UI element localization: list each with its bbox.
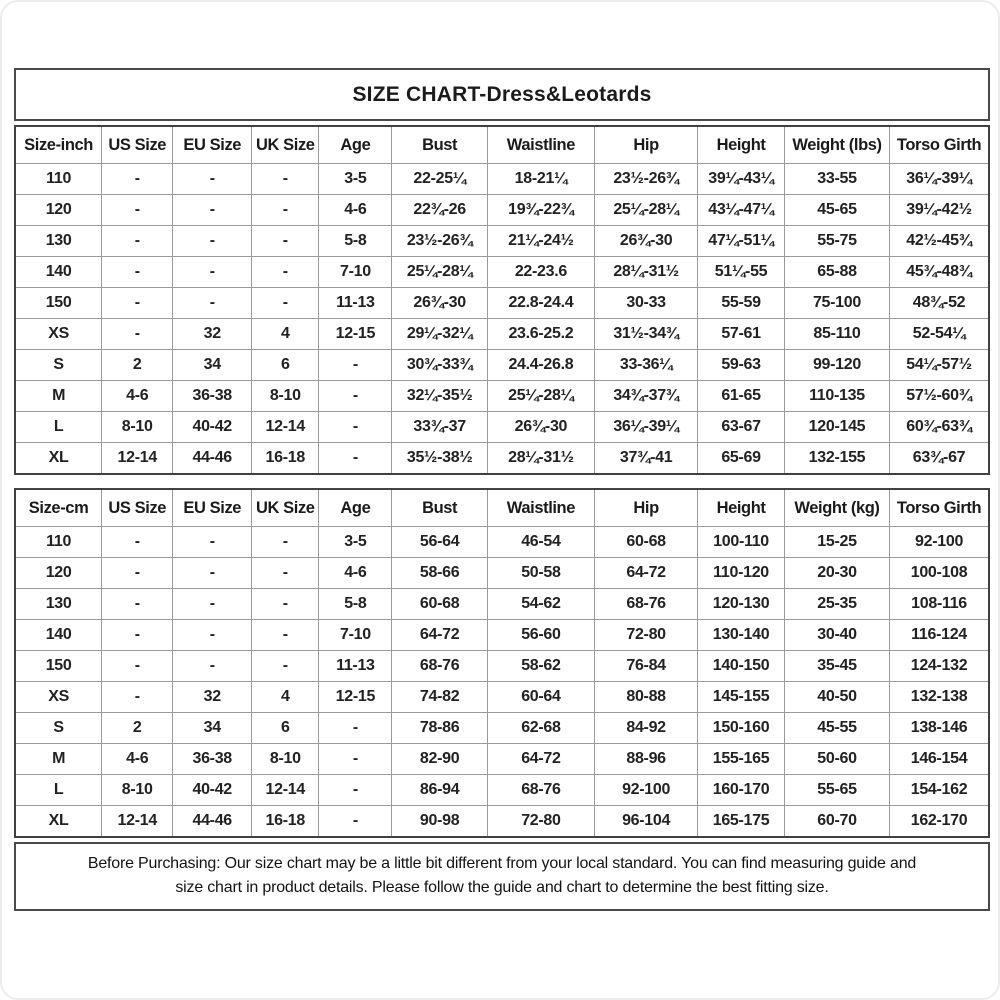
- table-row: [15, 381, 989, 412]
- value-cell: 56-64: [392, 527, 487, 558]
- value-cell: 4-6: [102, 744, 173, 775]
- value-cell: 138-146: [890, 713, 989, 744]
- value-cell: 28¼-31½: [487, 443, 594, 475]
- table-row: [15, 195, 989, 226]
- size-label-cell: XS: [15, 319, 102, 350]
- value-cell: 48¾-52: [890, 288, 989, 319]
- table-row: [15, 527, 989, 558]
- size-label-cell: L: [15, 775, 102, 806]
- value-cell: 57-61: [698, 319, 785, 350]
- value-cell: 25¼-28¼: [594, 195, 697, 226]
- column-header: UK Size: [252, 489, 319, 527]
- column-header: Waistline: [487, 126, 594, 164]
- value-cell: 4-6: [319, 195, 392, 226]
- table-row: [15, 775, 989, 806]
- value-cell: 140-150: [698, 651, 785, 682]
- size-label-cell: 110: [15, 527, 102, 558]
- value-cell: 33-36¼: [594, 350, 697, 381]
- value-cell: 51¼-55: [698, 257, 785, 288]
- value-cell: 30-33: [594, 288, 697, 319]
- value-cell: 80-88: [594, 682, 697, 713]
- value-cell: 132-138: [890, 682, 989, 713]
- value-cell: -: [173, 288, 252, 319]
- value-cell: 86-94: [392, 775, 487, 806]
- column-header: Weight (kg): [784, 489, 889, 527]
- value-cell: 24.4-26.8: [487, 350, 594, 381]
- value-cell: 92-100: [890, 527, 989, 558]
- value-cell: -: [102, 558, 173, 589]
- value-cell: 28¼-31½: [594, 257, 697, 288]
- value-cell: 26¾-30: [487, 412, 594, 443]
- value-cell: -: [319, 713, 392, 744]
- size-label-cell: S: [15, 713, 102, 744]
- value-cell: 37¾-41: [594, 443, 697, 475]
- value-cell: -: [252, 195, 319, 226]
- value-cell: 160-170: [698, 775, 785, 806]
- value-cell: -: [252, 558, 319, 589]
- value-cell: 44-46: [173, 443, 252, 475]
- value-cell: 64-72: [594, 558, 697, 589]
- value-cell: 146-154: [890, 744, 989, 775]
- value-cell: 63¾-67: [890, 443, 989, 475]
- size-label-cell: 150: [15, 651, 102, 682]
- value-cell: 8-10: [102, 775, 173, 806]
- value-cell: -: [102, 226, 173, 257]
- column-header: Torso Girth: [890, 126, 989, 164]
- value-cell: 4-6: [319, 558, 392, 589]
- value-cell: 130-140: [698, 620, 785, 651]
- value-cell: 55-75: [784, 226, 889, 257]
- value-cell: 100-110: [698, 527, 785, 558]
- size-chart-content: [14, 68, 990, 911]
- size-label-cell: XL: [15, 443, 102, 475]
- value-cell: 85-110: [784, 319, 889, 350]
- value-cell: 108-116: [890, 589, 989, 620]
- value-cell: 63-67: [698, 412, 785, 443]
- value-cell: -: [319, 806, 392, 838]
- value-cell: 44-46: [173, 806, 252, 838]
- value-cell: -: [319, 443, 392, 475]
- table-row: [15, 164, 989, 195]
- value-cell: 50-58: [487, 558, 594, 589]
- value-cell: 132-155: [784, 443, 889, 475]
- value-cell: 33¾-37: [392, 412, 487, 443]
- value-cell: 110-135: [784, 381, 889, 412]
- column-header: Height: [698, 126, 785, 164]
- value-cell: 35½-38½: [392, 443, 487, 475]
- size-label-cell: 130: [15, 589, 102, 620]
- chart-title-box: [14, 68, 990, 121]
- value-cell: 23½-26¾: [392, 226, 487, 257]
- value-cell: 20-30: [784, 558, 889, 589]
- value-cell: 12-14: [252, 412, 319, 443]
- purchase-note-line1: Before Purchasing: Our size chart may be a little bit different from your local standard. You can find measuring guide and: [87, 855, 917, 872]
- value-cell: 52-54¼: [890, 319, 989, 350]
- value-cell: 72-80: [594, 620, 697, 651]
- value-cell: 8-10: [252, 744, 319, 775]
- value-cell: 4-6: [102, 381, 173, 412]
- value-cell: 5-8: [319, 226, 392, 257]
- value-cell: 22¾-26: [392, 195, 487, 226]
- value-cell: 7-10: [319, 257, 392, 288]
- purchase-note-line2: size chart in product details. Please follow the guide and chart to determine the best fitting size.: [175, 879, 829, 896]
- value-cell: 29¼-32¼: [392, 319, 487, 350]
- value-cell: -: [252, 226, 319, 257]
- value-cell: 56-60: [487, 620, 594, 651]
- value-cell: 45-55: [784, 713, 889, 744]
- value-cell: 8-10: [252, 381, 319, 412]
- table-row: [15, 350, 989, 381]
- size-label-cell: XL: [15, 806, 102, 838]
- value-cell: -: [173, 558, 252, 589]
- chart-title: SIZE CHART-Dress&Leotards: [352, 82, 652, 106]
- column-header: Bust: [392, 126, 487, 164]
- value-cell: 12-15: [319, 319, 392, 350]
- value-cell: 36¼-39¼: [594, 412, 697, 443]
- column-header: Age: [319, 489, 392, 527]
- value-cell: 150-160: [698, 713, 785, 744]
- value-cell: 22-23.6: [487, 257, 594, 288]
- value-cell: 25¼-28¼: [487, 381, 594, 412]
- value-cell: 62-68: [487, 713, 594, 744]
- value-cell: 25-35: [784, 589, 889, 620]
- value-cell: 68-76: [487, 775, 594, 806]
- column-header: US Size: [102, 489, 173, 527]
- value-cell: 40-50: [784, 682, 889, 713]
- value-cell: 145-155: [698, 682, 785, 713]
- table-row: [15, 412, 989, 443]
- value-cell: 84-92: [594, 713, 697, 744]
- value-cell: 65-88: [784, 257, 889, 288]
- value-cell: -: [173, 257, 252, 288]
- table-row: [15, 288, 989, 319]
- value-cell: 40-42: [173, 412, 252, 443]
- size-label-cell: S: [15, 350, 102, 381]
- value-cell: 68-76: [594, 589, 697, 620]
- value-cell: 34¾-37¾: [594, 381, 697, 412]
- size-label-cell: XS: [15, 682, 102, 713]
- size-label-cell: M: [15, 381, 102, 412]
- value-cell: 23.6-25.2: [487, 319, 594, 350]
- value-cell: 46-54: [487, 527, 594, 558]
- value-cell: 22-25¼: [392, 164, 487, 195]
- value-cell: -: [319, 350, 392, 381]
- value-cell: 116-124: [890, 620, 989, 651]
- value-cell: 54¼-57½: [890, 350, 989, 381]
- value-cell: 30-40: [784, 620, 889, 651]
- column-header: UK Size: [252, 126, 319, 164]
- value-cell: -: [252, 589, 319, 620]
- value-cell: 64-72: [487, 744, 594, 775]
- value-cell: 60-68: [392, 589, 487, 620]
- value-cell: 110-120: [698, 558, 785, 589]
- value-cell: -: [102, 682, 173, 713]
- value-cell: 16-18: [252, 806, 319, 838]
- value-cell: 90-98: [392, 806, 487, 838]
- header-row: [15, 126, 989, 164]
- value-cell: -: [102, 651, 173, 682]
- table-row: [15, 651, 989, 682]
- value-cell: 96-104: [594, 806, 697, 838]
- value-cell: 39¼-42½: [890, 195, 989, 226]
- value-cell: 23½-26¾: [594, 164, 697, 195]
- value-cell: -: [102, 288, 173, 319]
- size-label-cell: L: [15, 412, 102, 443]
- table-row: [15, 558, 989, 589]
- value-cell: -: [173, 195, 252, 226]
- column-header: Torso Girth: [890, 489, 989, 527]
- value-cell: -: [319, 412, 392, 443]
- value-cell: -: [173, 620, 252, 651]
- value-cell: 4: [252, 682, 319, 713]
- value-cell: 99-120: [784, 350, 889, 381]
- value-cell: 40-42: [173, 775, 252, 806]
- value-cell: 76-84: [594, 651, 697, 682]
- value-cell: 12-15: [319, 682, 392, 713]
- value-cell: -: [252, 288, 319, 319]
- table-row: [15, 744, 989, 775]
- table-row: [15, 226, 989, 257]
- value-cell: 92-100: [594, 775, 697, 806]
- value-cell: 16-18: [252, 443, 319, 475]
- value-cell: -: [319, 775, 392, 806]
- value-cell: 75-100: [784, 288, 889, 319]
- size-label-cell: 110: [15, 164, 102, 195]
- value-cell: 59-63: [698, 350, 785, 381]
- value-cell: -: [173, 589, 252, 620]
- value-cell: -: [173, 527, 252, 558]
- value-cell: 18-21¼: [487, 164, 594, 195]
- value-cell: 88-96: [594, 744, 697, 775]
- table-row: [15, 682, 989, 713]
- size-label-cell: 150: [15, 288, 102, 319]
- header-row: [15, 489, 989, 527]
- value-cell: 35-45: [784, 651, 889, 682]
- column-header: EU Size: [173, 489, 252, 527]
- value-cell: 155-165: [698, 744, 785, 775]
- value-cell: 162-170: [890, 806, 989, 838]
- value-cell: 47¼-51¼: [698, 226, 785, 257]
- value-cell: 154-162: [890, 775, 989, 806]
- value-cell: 36-38: [173, 381, 252, 412]
- value-cell: 60-64: [487, 682, 594, 713]
- value-cell: 57½-60¾: [890, 381, 989, 412]
- value-cell: 3-5: [319, 527, 392, 558]
- value-cell: 6: [252, 350, 319, 381]
- table-row: [15, 589, 989, 620]
- value-cell: 45¾-48¾: [890, 257, 989, 288]
- value-cell: 60¾-63¾: [890, 412, 989, 443]
- value-cell: 11-13: [319, 651, 392, 682]
- column-header: Age: [319, 126, 392, 164]
- column-header: Hip: [594, 126, 697, 164]
- value-cell: 26¾-30: [392, 288, 487, 319]
- value-cell: 32: [173, 682, 252, 713]
- value-cell: 7-10: [319, 620, 392, 651]
- value-cell: 58-66: [392, 558, 487, 589]
- value-cell: 120-145: [784, 412, 889, 443]
- value-cell: 45-65: [784, 195, 889, 226]
- size-table-cm: [14, 488, 990, 838]
- size-table-inch: [14, 125, 990, 475]
- value-cell: 43¼-47¼: [698, 195, 785, 226]
- value-cell: 78-86: [392, 713, 487, 744]
- value-cell: -: [173, 226, 252, 257]
- value-cell: 64-72: [392, 620, 487, 651]
- value-cell: -: [102, 195, 173, 226]
- table-row: [15, 319, 989, 350]
- value-cell: 8-10: [102, 412, 173, 443]
- size-label-cell: 120: [15, 195, 102, 226]
- value-cell: 60-70: [784, 806, 889, 838]
- value-cell: -: [102, 589, 173, 620]
- value-cell: 120-130: [698, 589, 785, 620]
- value-cell: 74-82: [392, 682, 487, 713]
- value-cell: 42½-45¾: [890, 226, 989, 257]
- value-cell: 82-90: [392, 744, 487, 775]
- value-cell: -: [252, 620, 319, 651]
- value-cell: 32: [173, 319, 252, 350]
- value-cell: 12-14: [102, 806, 173, 838]
- value-cell: 55-65: [784, 775, 889, 806]
- value-cell: -: [173, 651, 252, 682]
- value-cell: -: [252, 651, 319, 682]
- column-header: US Size: [102, 126, 173, 164]
- value-cell: 11-13: [319, 288, 392, 319]
- value-cell: -: [102, 319, 173, 350]
- value-cell: 12-14: [102, 443, 173, 475]
- table-row: [15, 257, 989, 288]
- value-cell: 32¼-35½: [392, 381, 487, 412]
- value-cell: 6: [252, 713, 319, 744]
- value-cell: 33-55: [784, 164, 889, 195]
- table-row: [15, 620, 989, 651]
- value-cell: 19¾-22¾: [487, 195, 594, 226]
- value-cell: 34: [173, 350, 252, 381]
- value-cell: -: [102, 164, 173, 195]
- value-cell: -: [102, 527, 173, 558]
- value-cell: -: [252, 257, 319, 288]
- column-header: EU Size: [173, 126, 252, 164]
- value-cell: 36-38: [173, 744, 252, 775]
- value-cell: 54-62: [487, 589, 594, 620]
- value-cell: 25¼-28¼: [392, 257, 487, 288]
- value-cell: 26¾-30: [594, 226, 697, 257]
- table-row: [15, 806, 989, 838]
- value-cell: 15-25: [784, 527, 889, 558]
- column-header: Height: [698, 489, 785, 527]
- value-cell: -: [319, 381, 392, 412]
- value-cell: 65-69: [698, 443, 785, 475]
- value-cell: 21¼-24½: [487, 226, 594, 257]
- column-header: Bust: [392, 489, 487, 527]
- value-cell: 3-5: [319, 164, 392, 195]
- value-cell: 61-65: [698, 381, 785, 412]
- size-label-cell: M: [15, 744, 102, 775]
- value-cell: 165-175: [698, 806, 785, 838]
- value-cell: 2: [102, 713, 173, 744]
- table-row: [15, 443, 989, 475]
- value-cell: -: [102, 620, 173, 651]
- value-cell: 22.8-24.4: [487, 288, 594, 319]
- purchase-note: [14, 842, 990, 911]
- column-header: Hip: [594, 489, 697, 527]
- value-cell: 36¼-39¼: [890, 164, 989, 195]
- column-header: Size-cm: [15, 489, 102, 527]
- column-header: Weight (lbs): [784, 126, 889, 164]
- value-cell: 2: [102, 350, 173, 381]
- value-cell: -: [319, 744, 392, 775]
- value-cell: -: [102, 257, 173, 288]
- value-cell: 60-68: [594, 527, 697, 558]
- size-label-cell: 130: [15, 226, 102, 257]
- value-cell: 68-76: [392, 651, 487, 682]
- value-cell: 34: [173, 713, 252, 744]
- value-cell: -: [252, 164, 319, 195]
- size-label-cell: 120: [15, 558, 102, 589]
- value-cell: 39¼-43¼: [698, 164, 785, 195]
- value-cell: 12-14: [252, 775, 319, 806]
- size-label-cell: 140: [15, 257, 102, 288]
- size-label-cell: 140: [15, 620, 102, 651]
- value-cell: 50-60: [784, 744, 889, 775]
- value-cell: 31½-34¾: [594, 319, 697, 350]
- column-header: Waistline: [487, 489, 594, 527]
- value-cell: 100-108: [890, 558, 989, 589]
- column-header: Size-inch: [15, 126, 102, 164]
- value-cell: 5-8: [319, 589, 392, 620]
- value-cell: 30¾-33¾: [392, 350, 487, 381]
- value-cell: 72-80: [487, 806, 594, 838]
- value-cell: 124-132: [890, 651, 989, 682]
- value-cell: 58-62: [487, 651, 594, 682]
- value-cell: 55-59: [698, 288, 785, 319]
- value-cell: 4: [252, 319, 319, 350]
- table-row: [15, 713, 989, 744]
- value-cell: -: [173, 164, 252, 195]
- value-cell: -: [252, 527, 319, 558]
